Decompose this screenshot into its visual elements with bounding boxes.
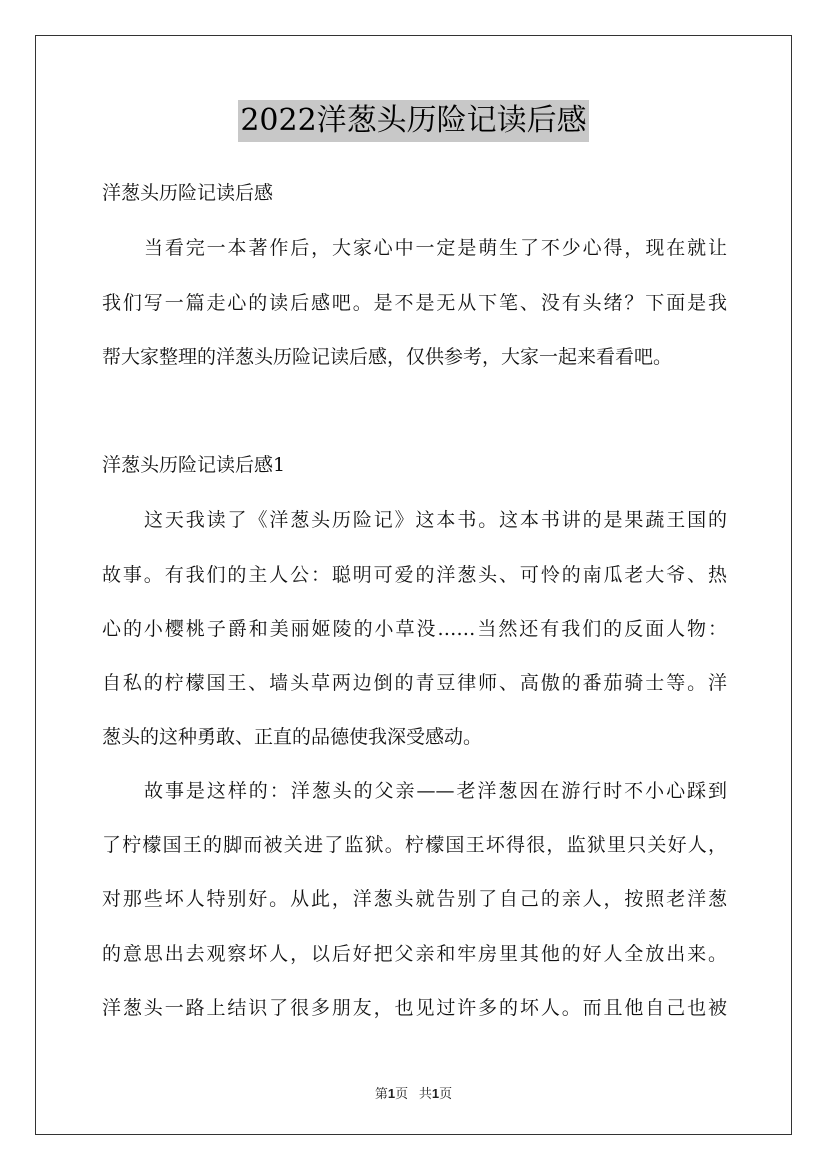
para1-line-2: 故事。有我们的主人公：聪明可爱的洋葱头、可怜的南瓜老大爷、热 xyxy=(102,564,727,586)
para2-line-3: 对那些坏人特别好。从此，洋葱头就告别了自己的亲人，按照老洋葱 xyxy=(102,888,727,910)
page-suffix: 页 xyxy=(439,1086,453,1101)
para1-line-4: 自私的柠檬国王、墙头草两边倒的青豆律师、高傲的番茄骑士等。洋 xyxy=(102,672,727,694)
document-subtitle: 洋葱头历险记读后感 xyxy=(102,182,274,204)
para1-line-1: 这天我读了《洋葱头历险记》这本书。这本书讲的是果蔬王国的 xyxy=(144,509,727,531)
para1-line-5: 葱头的这种勇敢、正直的品德使我深受感动。 xyxy=(102,726,483,748)
title-wrap xyxy=(0,100,827,142)
page-total: 1 xyxy=(431,1086,440,1101)
para2-line-2: 了柠檬国王的脚而被关进了监狱。柠檬国王坏得很，监狱里只关好人， xyxy=(102,834,727,856)
page-prefix: 第 xyxy=(374,1086,388,1101)
para2-line-5: 洋葱头一路上结识了很多朋友，也见过许多的坏人。而且他自己也被 xyxy=(102,997,727,1019)
intro-line-3: 帮大家整理的洋葱头历险记读后感，仅供参考，大家一起来看看吧。 xyxy=(102,346,673,368)
page-current: 1 xyxy=(387,1086,396,1101)
para2-line-1: 故事是这样的：洋葱头的父亲——老洋葱因在游行时不小心踩到 xyxy=(144,780,727,802)
document-title: 2022洋葱头历险记读后感 xyxy=(238,100,588,142)
intro-line-1: 当看完一本著作后，大家心中一定是萌生了不少心得，现在就让 xyxy=(144,237,727,259)
page-mid: 页 共 xyxy=(395,1086,432,1101)
section-heading: 洋葱头历险记读后感1 xyxy=(102,454,286,476)
intro-line-2: 我们写一篇走心的读后感吧。是不是无从下笔、没有头绪？下面是我 xyxy=(102,292,727,314)
page-footer xyxy=(0,1083,827,1102)
para2-line-4: 的意思出去观察坏人，以后好把父亲和牢房里其他的好人全放出来。 xyxy=(102,943,727,965)
para1-line-3: 心的小樱桃子爵和美丽姬陵的小草没……当然还有我们的反面人物： xyxy=(102,618,727,640)
